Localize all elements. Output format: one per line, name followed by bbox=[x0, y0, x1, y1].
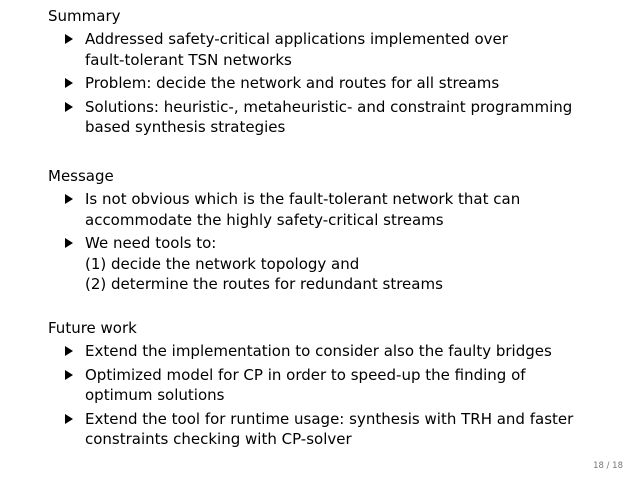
list-item bbox=[48, 233, 608, 295]
triangle-right-icon bbox=[65, 346, 73, 356]
list-item bbox=[48, 97, 608, 138]
triangle-right-icon bbox=[65, 194, 73, 204]
bullet-text: fault-tolerant TSN networks bbox=[85, 50, 292, 69]
page-number: 18 / 18 bbox=[593, 461, 623, 471]
bullet-text: (2) determine the routes for redundant streams bbox=[85, 275, 443, 293]
bullet-text: Problem: decide the network and routes for all streams bbox=[85, 74, 500, 92]
triangle-right-icon bbox=[65, 102, 73, 112]
bullet-text: Addressed safety-critical applications implemented over bbox=[85, 30, 508, 48]
triangle-right-icon bbox=[65, 238, 73, 248]
bullet-text: Optimized model for CP in order to speed-up the finding of bbox=[85, 365, 526, 384]
list-item bbox=[48, 365, 608, 406]
bullet-text: Extend the implementation to consider also the faulty bridges bbox=[85, 342, 552, 360]
bullet-text: based synthesis strategies bbox=[85, 118, 286, 136]
list-item bbox=[48, 73, 608, 94]
list-item bbox=[48, 409, 608, 450]
triangle-right-icon bbox=[65, 370, 73, 380]
bullet-text: We need tools to: bbox=[85, 234, 217, 252]
bullet-text: Extend the tool for runtime usage: synthesis with TRH and faster bbox=[85, 409, 574, 428]
future-work-section bbox=[48, 318, 608, 453]
bullet-text: accommodate the highly safety-critical streams bbox=[85, 210, 444, 229]
list-item bbox=[48, 189, 608, 230]
future-work-title: Future work bbox=[48, 319, 137, 337]
summary-section bbox=[48, 6, 608, 141]
message-title: Message bbox=[48, 167, 114, 185]
triangle-right-icon bbox=[65, 78, 73, 88]
list-item bbox=[48, 29, 608, 70]
future-work-list bbox=[48, 341, 608, 450]
list-item bbox=[48, 341, 608, 362]
summary-title: Summary bbox=[48, 7, 121, 25]
triangle-right-icon bbox=[65, 34, 73, 44]
bullet-text: (1) decide the network topology and bbox=[85, 254, 360, 273]
message-list bbox=[48, 189, 608, 295]
bullet-text: constraints checking with CP-solver bbox=[85, 430, 352, 448]
summary-list bbox=[48, 29, 608, 138]
bullet-text: Solutions: heuristic-, metaheuristic- and constraint programming bbox=[85, 97, 573, 116]
triangle-right-icon bbox=[65, 414, 73, 424]
bullet-text: optimum solutions bbox=[85, 386, 225, 404]
bullet-text: Is not obvious which is the fault-tolerant network that can bbox=[85, 190, 521, 208]
message-section bbox=[48, 166, 608, 298]
